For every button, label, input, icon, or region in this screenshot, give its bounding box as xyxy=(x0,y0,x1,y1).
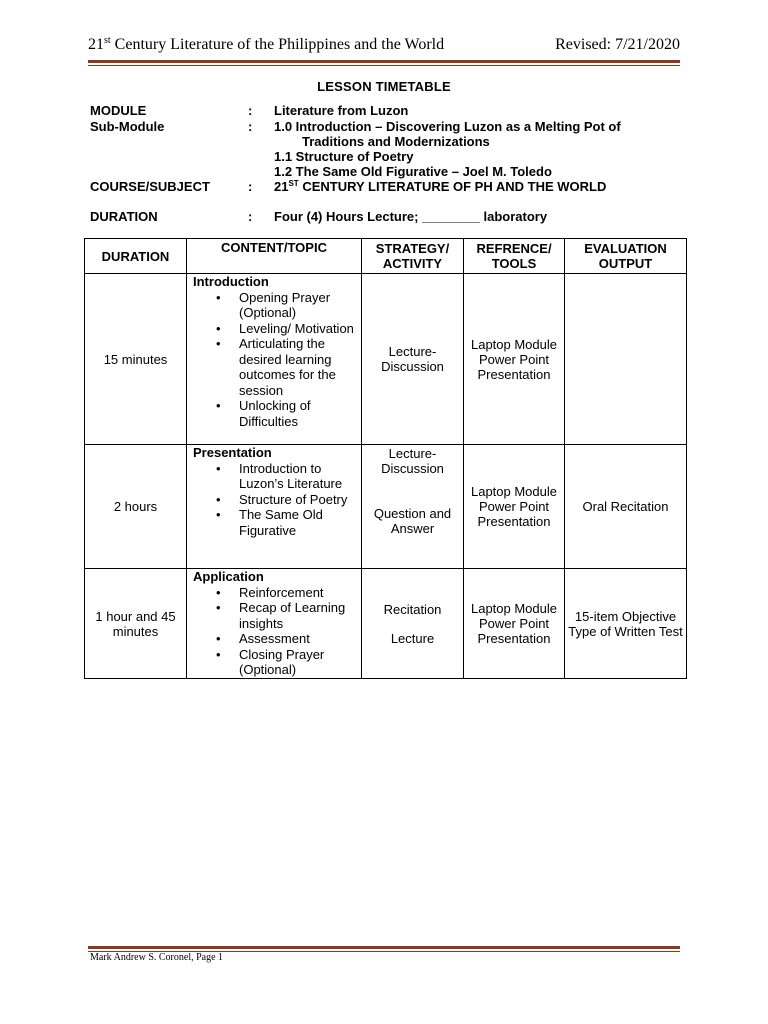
topic-list xyxy=(193,461,359,539)
list-item: • Opening Prayer (Optional) xyxy=(239,290,359,321)
tools-cell: Laptop Module Power Point Presentation xyxy=(464,445,565,569)
document-title: LESSON TIMETABLE xyxy=(317,79,451,94)
colon: : xyxy=(248,179,253,194)
submodule-label: Sub-Module xyxy=(90,119,165,134)
duration-label: DURATION xyxy=(90,209,158,224)
list-item: • Reinforcement xyxy=(239,585,359,601)
list-item: • Structure of Poetry xyxy=(239,492,359,508)
header-duration: DURATION xyxy=(85,239,187,274)
table-row xyxy=(85,569,687,679)
list-item: • Unlocking of Difficulties xyxy=(239,398,359,429)
submodule-line: 1.2 The Same Old Figurative – Joel M. Toledo xyxy=(274,164,552,179)
duration-cell: 2 hours xyxy=(85,445,187,569)
header-divider xyxy=(88,60,680,66)
strategy-text: Lecture xyxy=(390,630,435,646)
header-reference-tools: REFRENCE/ TOOLS xyxy=(464,239,565,274)
strategy-text: Lecture-Discussion xyxy=(381,446,444,476)
submodule-line: Traditions and Modernizations xyxy=(302,134,490,149)
colon: : xyxy=(248,103,253,118)
topic-list xyxy=(193,290,359,430)
strategy-text: Lecture-Discussion xyxy=(381,344,444,374)
course-label: COURSE/SUBJECT xyxy=(90,179,210,194)
duration-value: Four (4) Hours Lecture; ________ laboratory xyxy=(274,209,548,224)
duration-cell: 15 minutes xyxy=(85,274,187,445)
list-item: • Closing Prayer (Optional) xyxy=(239,647,359,678)
list-item: • Recap of Learning insights xyxy=(239,600,359,631)
table-header-row xyxy=(85,239,687,274)
strategy-cell xyxy=(362,445,464,569)
header-revised-date: Revised: 7/21/2020 xyxy=(555,36,680,53)
duration-cell: 1 hour and 45 minutes xyxy=(85,569,187,679)
submodule-line: 1.1 Structure of Poetry xyxy=(274,149,414,164)
header-title: 21st Century Literature of the Philippines and the World xyxy=(88,35,445,53)
topic-list xyxy=(193,585,359,678)
list-item: • Articulating the desired learning outcomes for the session xyxy=(239,336,359,398)
strategy-text: Question and Answer xyxy=(373,506,452,536)
topic-cell xyxy=(187,274,362,445)
topic-heading: Introduction xyxy=(193,274,269,289)
topic-cell xyxy=(187,445,362,569)
topic-heading: Presentation xyxy=(193,445,272,460)
evaluation-cell: Oral Recitation xyxy=(565,445,687,569)
colon: : xyxy=(248,209,253,224)
list-item: • Introduction to Luzon’s Literature xyxy=(239,461,359,492)
page-footer: Mark Andrew S. Coronel, Page 1 xyxy=(90,952,224,963)
header-evaluation-output: EVALUATION OUTPUT xyxy=(565,239,687,274)
submodule-line: 1.0 Introduction – Discovering Luzon as a Melting Pot of xyxy=(274,119,621,134)
strategy-cell xyxy=(362,569,464,679)
evaluation-cell: 15-item Objective Type of Written Test xyxy=(565,569,687,679)
header-strategy-activity: STRATEGY/ ACTIVITY xyxy=(362,239,464,274)
tools-cell: Laptop Module Power Point Presentation xyxy=(464,569,565,679)
table-row xyxy=(85,274,687,445)
tools-cell: Laptop Module Power Point Presentation xyxy=(464,274,565,445)
course-value: 21ST CENTURY LITERATURE OF PH AND THE WORLD xyxy=(274,179,607,194)
header-content-topic: CONTENT/TOPIC xyxy=(187,239,362,274)
topic-heading: Application xyxy=(193,569,264,584)
list-item: • The Same Old Figurative xyxy=(239,507,359,538)
table-row xyxy=(85,445,687,569)
module-label: MODULE xyxy=(90,103,147,118)
list-item: • Leveling/ Motivation xyxy=(239,321,359,337)
lesson-timetable xyxy=(84,238,687,679)
module-value: Literature from Luzon xyxy=(274,103,409,118)
strategy-text: Recitation xyxy=(383,601,442,617)
evaluation-cell xyxy=(565,274,687,445)
list-item: • Assessment xyxy=(239,631,359,647)
colon: : xyxy=(248,119,253,134)
topic-cell xyxy=(187,569,362,679)
strategy-cell xyxy=(362,274,464,445)
